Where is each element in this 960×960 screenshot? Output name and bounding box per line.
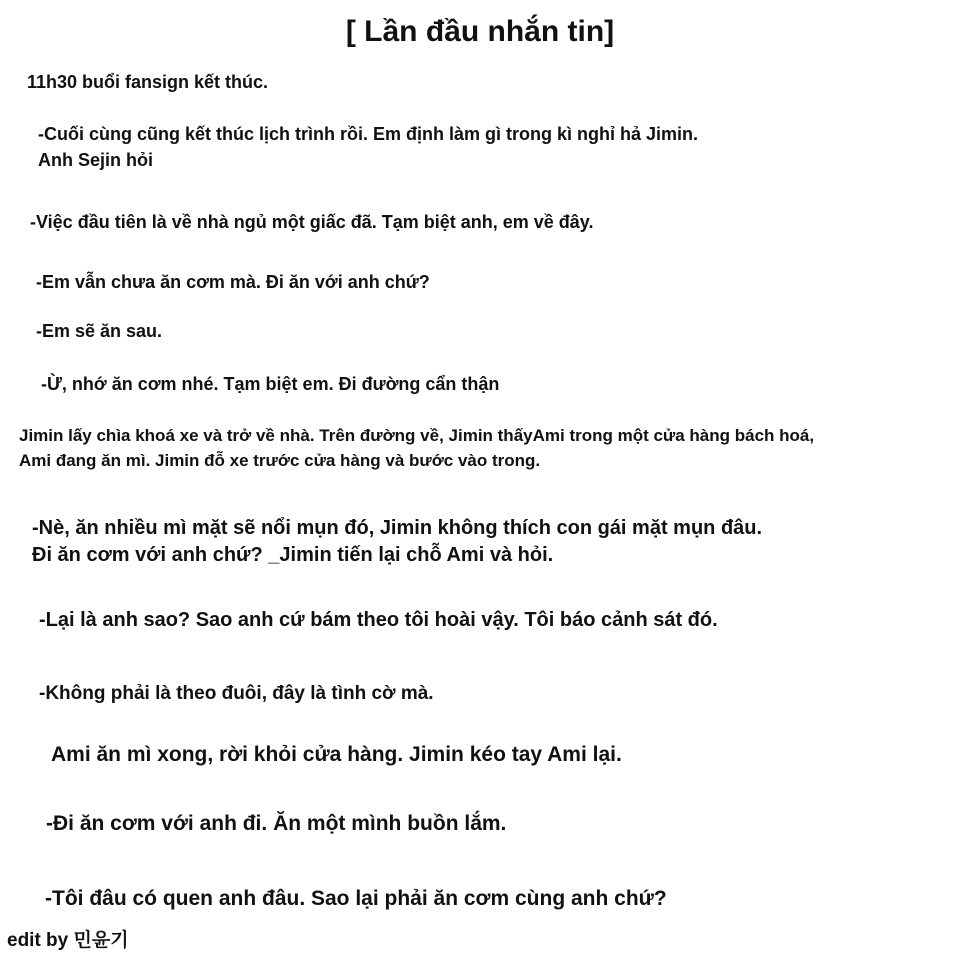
text-line: Đi ăn cơm với anh chứ? _Jimin tiến lại chỗ Ami và hỏi. — [32, 544, 554, 566]
text-line: -Tôi đâu có quen anh đâu. Sao lại phải ăn cơm cùng anh chứ? — [45, 887, 667, 910]
document-title: [ Lần đầu nhắn tin] — [345, 15, 615, 48]
edit-credit: edit by 민윤기 — [7, 930, 129, 951]
text-line: -Lại là anh sao? Sao anh cứ bám theo tôi hoài vậy. Tôi báo cảnh sát đó. — [39, 609, 718, 631]
text-line: -Không phải là theo đuôi, đây là tình cờ mà. — [39, 683, 434, 704]
text-line: Jimin lấy chìa khoá xe và trở về nhà. Trên đường về, Jimin thấyAmi trong một cửa hàng bách hoá, — [19, 426, 815, 445]
text-line: -Đi ăn cơm với anh đi. Ăn một mình buồn lắm. — [46, 812, 507, 835]
text-line: Ami ăn mì xong, rời khỏi cửa hàng. Jimin kéo tay Ami lại. — [51, 743, 622, 766]
text-line: 11h30 buổi fansign kết thúc. — [27, 72, 269, 92]
text-line: -Em vẫn chưa ăn cơm mà. Đi ăn với anh chứ? — [36, 272, 430, 292]
text-line: -Nè, ăn nhiều mì mặt sẽ nổi mụn đó, Jimin không thích con gái mặt mụn đâu. — [32, 517, 763, 539]
text-line: -Em sẽ ăn sau. — [36, 321, 163, 341]
text-line: Anh Sejin hỏi — [38, 150, 153, 170]
text-line: Ami đang ăn mì. Jimin đỗ xe trước cửa hàng và bước vào trong. — [19, 451, 541, 470]
text-line: -Việc đầu tiên là về nhà ngủ một giấc đã. Tạm biệt anh, em về đây. — [30, 212, 594, 232]
text-line: -Ừ, nhớ ăn cơm nhé. Tạm biệt em. Đi đường cẩn thận — [41, 374, 500, 394]
text-line: -Cuối cùng cũng kết thúc lịch trình rồi. Em định làm gì trong kì nghỉ hả Jimin. — [38, 124, 699, 144]
